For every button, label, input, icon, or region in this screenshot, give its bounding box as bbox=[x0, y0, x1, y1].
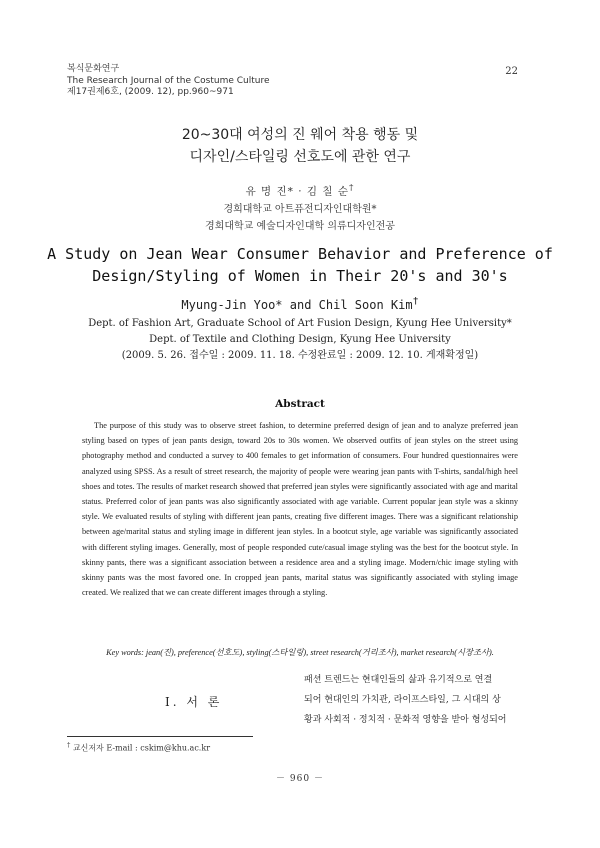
english-names-text: Myung-Jin Yoo* and Chil Soon Kim bbox=[181, 298, 413, 312]
abstract-body: The purpose of this study was to observe street fashion, to determine preferred design of jean and to analyze preferred jean styling based on types of jean pants design, toward 20s to 30s women. We observed outfits of jean styles on the street using photography method and conducted a survey to 400 females to get information of consumers. Four hundred questionnaires were analyzed using SPSS. As a result of street research, the majority of people were wearing jean pants with T-shirts, sandal/high heel shoes and totes. The results of market research showed that preferred jean styles were significantly associated with age and marital status. Preferred color of jean pants was also significantly associated with age variable. Current popular jean style was a skinny style. We evaluated results of styling with different jean pants, creating five different images. There was a significant relationship between age/marital status and styling image in different jean styles. In a bootcut style, age variable was significantly associated with different styling images. Generally, most of people responded cute/casual image styling was the best for the bootcut style. In skinny pants, there was a significant association between a residence area and a styling image. Modern/chic image styling with skinny pants was the most favored one. In cropped jean pants, marital status was significantly associated with styling image created. We realized that we can create different images through a styling. bbox=[82, 421, 518, 598]
section-heading: Ⅰ. 서 론 bbox=[165, 695, 223, 709]
intro-line-1: 패션 트렌드는 현대인들의 삶과 유기적으로 연결 bbox=[304, 675, 493, 685]
intro-line-3: 황과 사회적 · 정치적 · 문화적 영향을 받아 형성되어 bbox=[304, 715, 507, 725]
korean-title-line2: 디자인/스타일링 선호도에 관한 연구 bbox=[189, 149, 411, 165]
korean-dagger: † bbox=[349, 183, 355, 193]
submission-dates: (2009. 5. 26. 접수일 : 2009. 11. 18. 수정완료일 : 2009. 12. 10. 게재확정일) bbox=[121, 350, 479, 361]
footnote-mark: † bbox=[67, 741, 71, 749]
journal-korean-name: 복식문화연구 bbox=[67, 64, 120, 74]
intro-paragraph bbox=[304, 670, 524, 730]
korean-authors bbox=[0, 180, 600, 235]
korean-affiliation-1: 경희대학교 아트퓨전디자인대학원* bbox=[223, 203, 377, 215]
keywords: Key words: jean(진), preference(선호도), styling(스타일링), street research(거리조사), market research(시장조사). bbox=[106, 648, 494, 657]
top-page-number: 22 bbox=[505, 66, 518, 77]
footnote-divider bbox=[67, 736, 253, 737]
bottom-page-number: － 960 － bbox=[276, 774, 324, 784]
korean-title-line1: 20~30대 여성의 진 웨어 착용 행동 및 bbox=[181, 127, 419, 143]
english-title-line2: Design/Styling of Women in Their 20's and 30's bbox=[92, 267, 508, 285]
intro-line-2: 되어 현대인의 가치관, 라이프스타일, 그 시대의 상 bbox=[304, 695, 501, 705]
korean-author-names bbox=[0, 180, 600, 201]
english-title bbox=[0, 243, 600, 287]
english-dagger: † bbox=[412, 296, 419, 307]
korean-title bbox=[0, 124, 600, 168]
english-authors bbox=[0, 291, 600, 364]
abstract-heading: Abstract bbox=[275, 398, 325, 410]
english-title-line1: A Study on Jean Wear Consumer Behavior and Preference of bbox=[47, 245, 553, 263]
journal-header bbox=[67, 64, 270, 99]
journal-issue: 제17권제6호, (2009. 12), pp.960~971 bbox=[67, 87, 234, 97]
korean-names-text: 유 명 진* · 김 칠 순 bbox=[245, 185, 350, 198]
korean-affiliation-2: 경희대학교 예술디자인대학 의류디자인전공 bbox=[205, 220, 395, 232]
footnote bbox=[67, 741, 210, 754]
english-affiliation-1: Dept. of Fashion Art, Graduate School of Art Fusion Design, Kyung Hee University* bbox=[88, 318, 512, 329]
english-author-names bbox=[0, 291, 600, 316]
footnote-text: 교신저자 E-mail : cskim@khu.ac.kr bbox=[72, 743, 211, 753]
english-affiliation-2: Dept. of Textile and Clothing Design, Kyung Hee University bbox=[149, 334, 451, 345]
journal-english-name: The Research Journal of the Costume Culture bbox=[67, 75, 270, 86]
